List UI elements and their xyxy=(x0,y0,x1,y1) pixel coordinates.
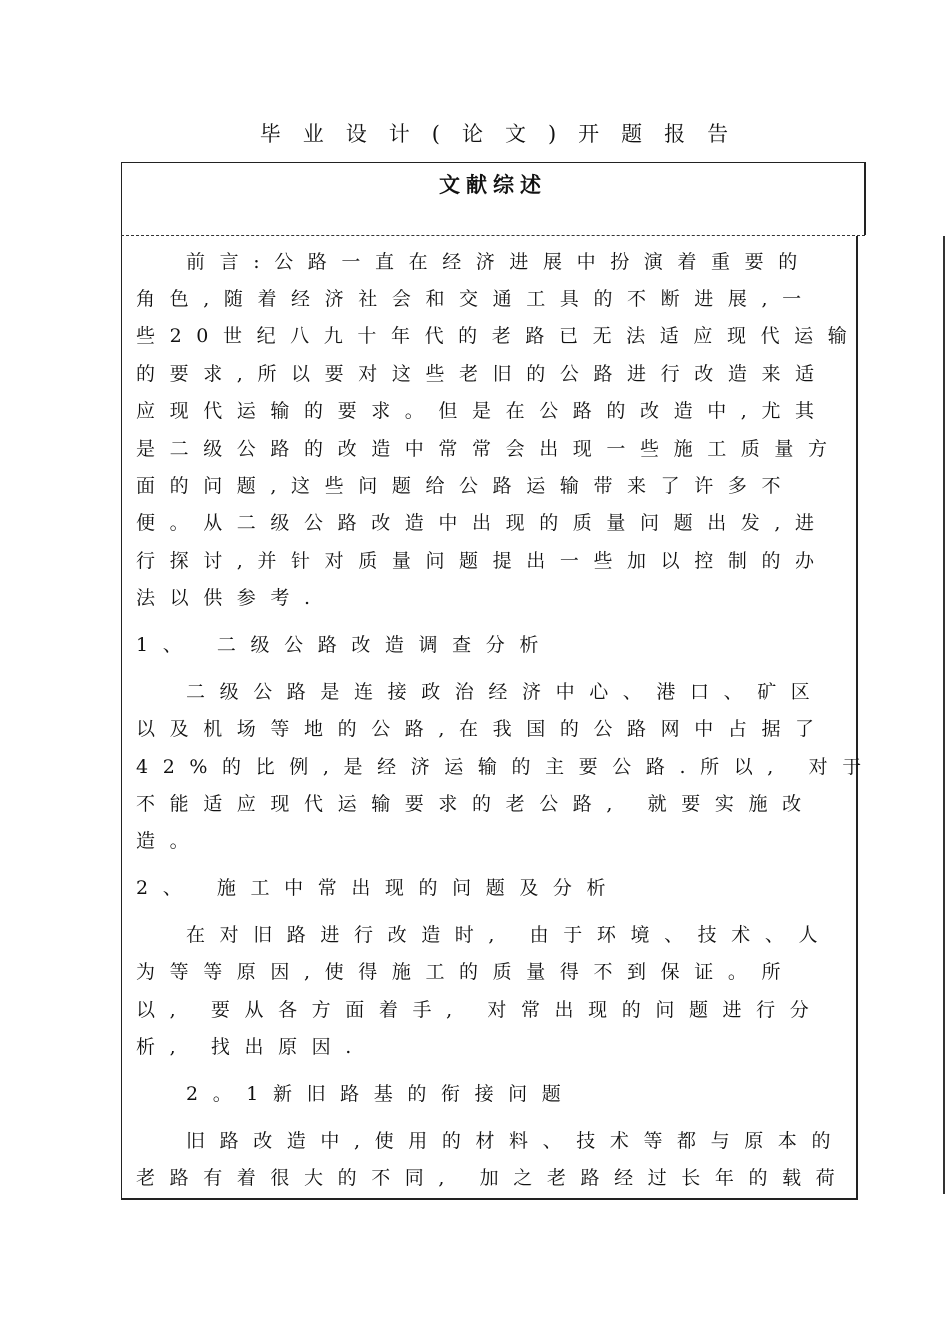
body-line: 旧路改造中,使用的材料、技术等都与原本的 xyxy=(186,1130,846,1152)
section-heading: 1、 二级公路改造调查分析 xyxy=(136,634,553,656)
body-line: 法以供参考. xyxy=(136,587,325,609)
section-header-box xyxy=(121,162,866,235)
page-title: 毕业设计(论文)开题报告 xyxy=(259,122,751,146)
body-line: 行探讨,并针对质量问题提出一些加以控制的办 xyxy=(136,550,829,572)
body-line: 些20世纪八九十年代的老路已无法适应现代运输 xyxy=(136,325,862,347)
body-line: 面的问题,这些问题给公路运输带来了许多不 xyxy=(136,475,796,497)
body-line: 造。 xyxy=(136,830,204,852)
section-heading: 2、 施工中常出现的问题及分析 xyxy=(136,877,621,899)
body-line: 以及机场等地的公路,在我国的公路网中占据了 xyxy=(136,718,829,740)
margin-rule xyxy=(943,236,945,1194)
body-line: 不能适应现代运输要求的老公路, 就要实施改 xyxy=(136,793,816,815)
body-line: 是二级公路的改造中常常会出现一些施工质量方 xyxy=(136,438,842,460)
body-line: 42%的比例,是经济运输的主要公路.所以, 对于 xyxy=(136,756,876,778)
body-line: 前言:公路一直在经济进展中扮演着重要的 xyxy=(186,251,812,273)
section-title: 文献综述 xyxy=(439,172,547,197)
body-line: 老路有着很大的不同, 加之老路经过长年的载荷 xyxy=(136,1167,850,1189)
body-line: 以, 要从各方面着手, 对常出现的问题进行分 xyxy=(136,999,824,1021)
body-line: 角色,随着经济社会和交通工具的不断进展,一 xyxy=(136,288,816,310)
subsection-heading: 2。1新旧路基的衔接问题 xyxy=(186,1083,576,1105)
body-line: 二级公路是连接政治经济中心、港口、矿区 xyxy=(186,681,825,703)
body-line: 析, 找出原因. xyxy=(136,1036,366,1058)
body-line: 的要求,所以要对这些老旧的公路进行改造来适 xyxy=(136,363,829,385)
body-line: 便。从二级公路改造中出现的质量问题出发,进 xyxy=(136,512,829,534)
body-line: 应现代运输的要求。但是在公路的改造中,尤其 xyxy=(136,400,829,422)
body-line: 为等等原因,使得施工的质量得不到保证。所 xyxy=(136,961,796,983)
body-line: 在对旧路进行改造时, 由于环境、技术、人 xyxy=(186,924,833,946)
